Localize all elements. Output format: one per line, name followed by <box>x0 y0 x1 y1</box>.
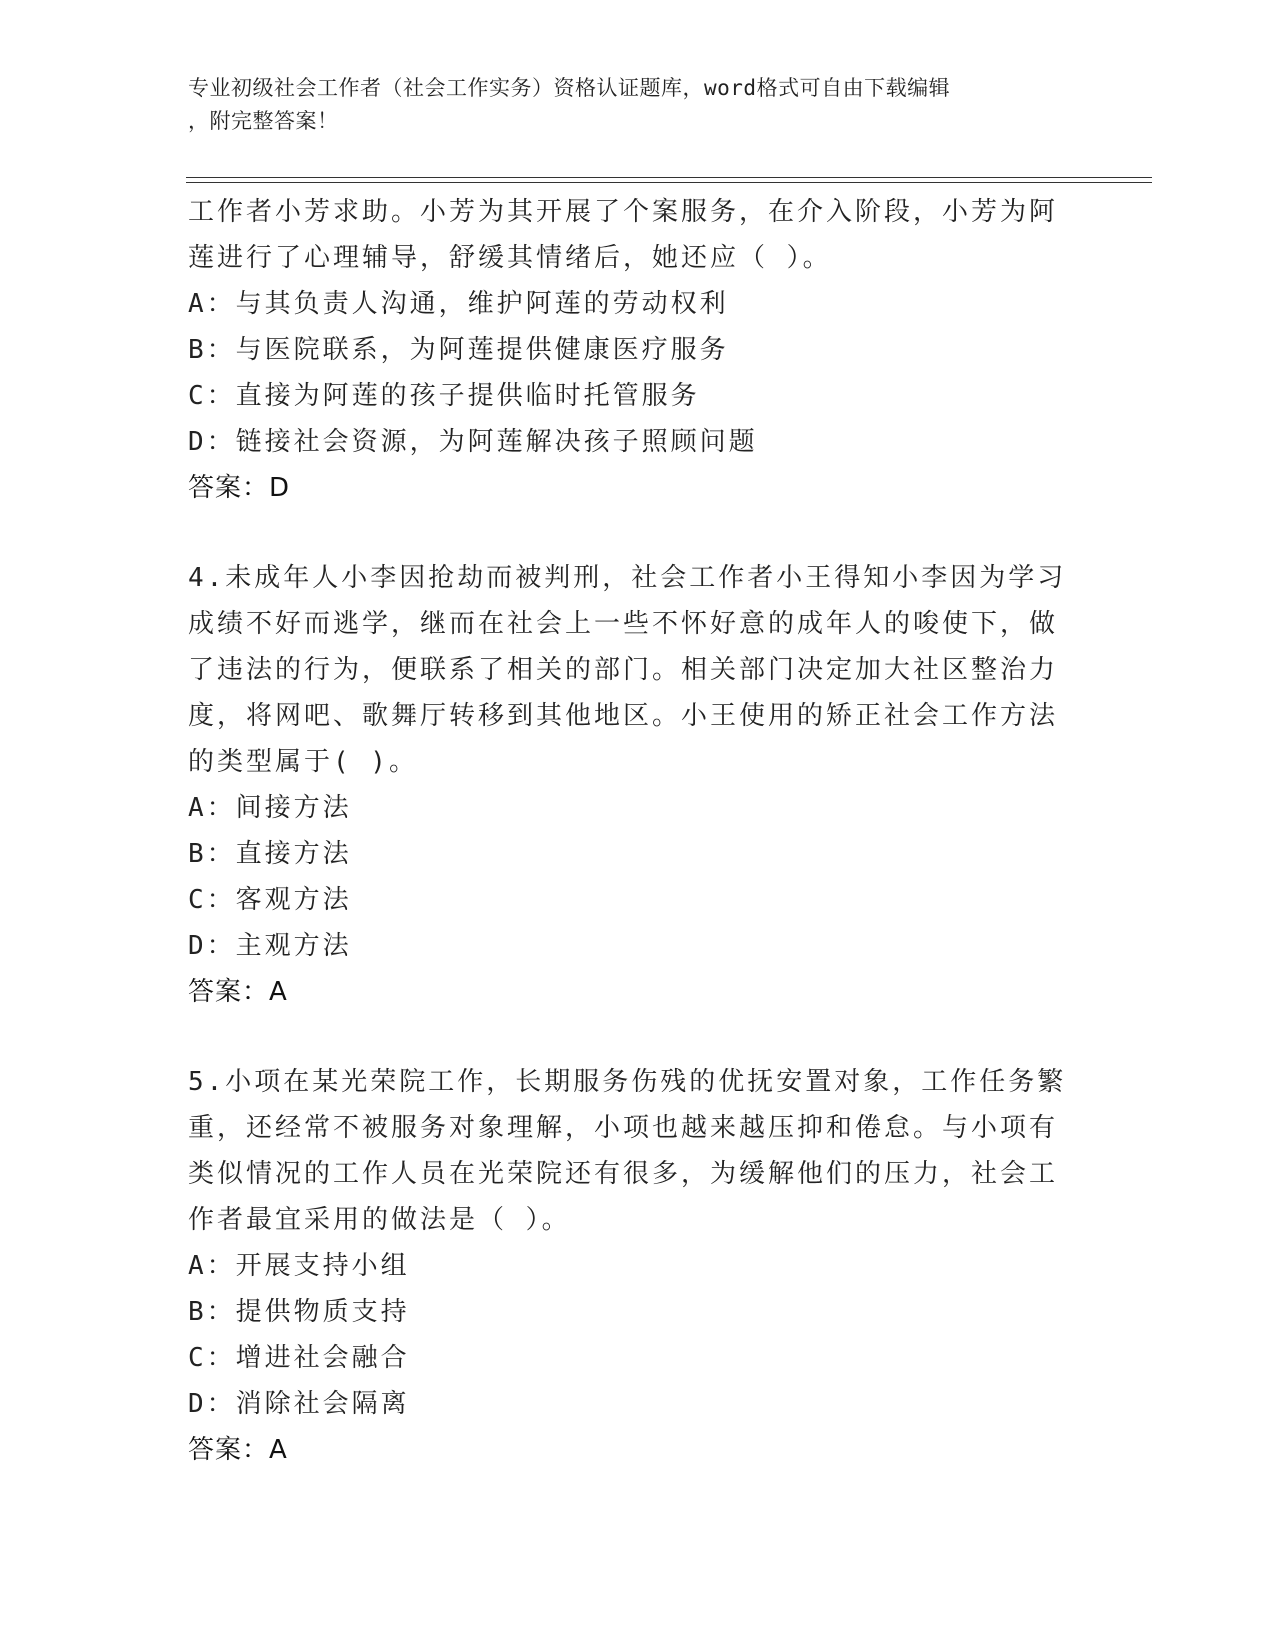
question-4 <box>188 555 1068 1015</box>
question-stem-line: 莲进行了心理辅导，舒缓其情绪后，她还应（ ）。 <box>188 243 832 273</box>
option-d: D：链接社会资源，为阿莲解决孩子照顾问题 <box>188 427 758 457</box>
question-stem-line: 的类型属于( )。 <box>188 747 418 777</box>
option-d: D：消除社会隔离 <box>188 1389 410 1419</box>
option-a: A：间接方法 <box>188 793 352 823</box>
question-stem-line: 成绩不好而逃学，继而在社会上一些不怀好意的成年人的唆使下，做 <box>188 609 1059 639</box>
option-a: A：与其负责人沟通，维护阿莲的劳动权利 <box>188 289 729 319</box>
question-stem-line: 作者最宜采用的做法是（ ）。 <box>188 1205 571 1235</box>
option-b: B：与医院联系，为阿莲提供健康医疗服务 <box>188 335 729 365</box>
question-5 <box>188 1059 1068 1473</box>
question-stem-line: 了违法的行为，便联系了相关的部门。相关部门决定加大社区整治力 <box>188 655 1059 685</box>
option-c: C：直接为阿莲的孩子提供临时托管服务 <box>188 381 700 411</box>
question-list <box>188 189 1068 1473</box>
option-b: B：提供物质支持 <box>188 1297 410 1327</box>
question-stem-line: 度，将网吧、歌舞厅转移到其他地区。小王使用的矫正社会工作方法 <box>188 701 1059 731</box>
answer-line: 答案：A <box>188 1435 288 1465</box>
option-b: B：直接方法 <box>188 839 352 869</box>
header-line-2: ，附完整答案！ <box>188 109 339 133</box>
question-stem-line: 重，还经常不被服务对象理解，小项也越来越压抑和倦怠。与小项有 <box>188 1113 1059 1143</box>
option-a: A：开展支持小组 <box>188 1251 410 1281</box>
page-header <box>188 72 1068 138</box>
question-stem-line: 工作者小芳求助。小芳为其开展了个案服务，在介入阶段，小芳为阿 <box>188 197 1059 227</box>
option-d: D：主观方法 <box>188 931 352 961</box>
answer-line: 答案：A <box>188 977 288 1007</box>
option-c: C：增进社会融合 <box>188 1343 410 1373</box>
question-stem-line: 类似情况的工作人员在光荣院还有很多，为缓解他们的压力，社会工 <box>188 1159 1059 1189</box>
question-spacer <box>188 1015 1068 1059</box>
header-line-1: 专业初级社会工作者（社会工作实务）资格认证题库，word格式可自由下载编辑 <box>188 76 951 100</box>
question-stem-line: 4.未成年人小李因抢劫而被判刑，社会工作者小王得知小李因为学习 <box>188 563 1067 593</box>
header-divider-top <box>186 177 1152 178</box>
question-spacer <box>188 511 1068 555</box>
answer-line: 答案：D <box>188 473 291 503</box>
question-3 <box>188 189 1068 511</box>
header-divider-bottom <box>186 182 1152 183</box>
question-stem-line: 5.小项在某光荣院工作，长期服务伤残的优抚安置对象，工作任务繁 <box>188 1067 1067 1097</box>
option-c: C：客观方法 <box>188 885 352 915</box>
